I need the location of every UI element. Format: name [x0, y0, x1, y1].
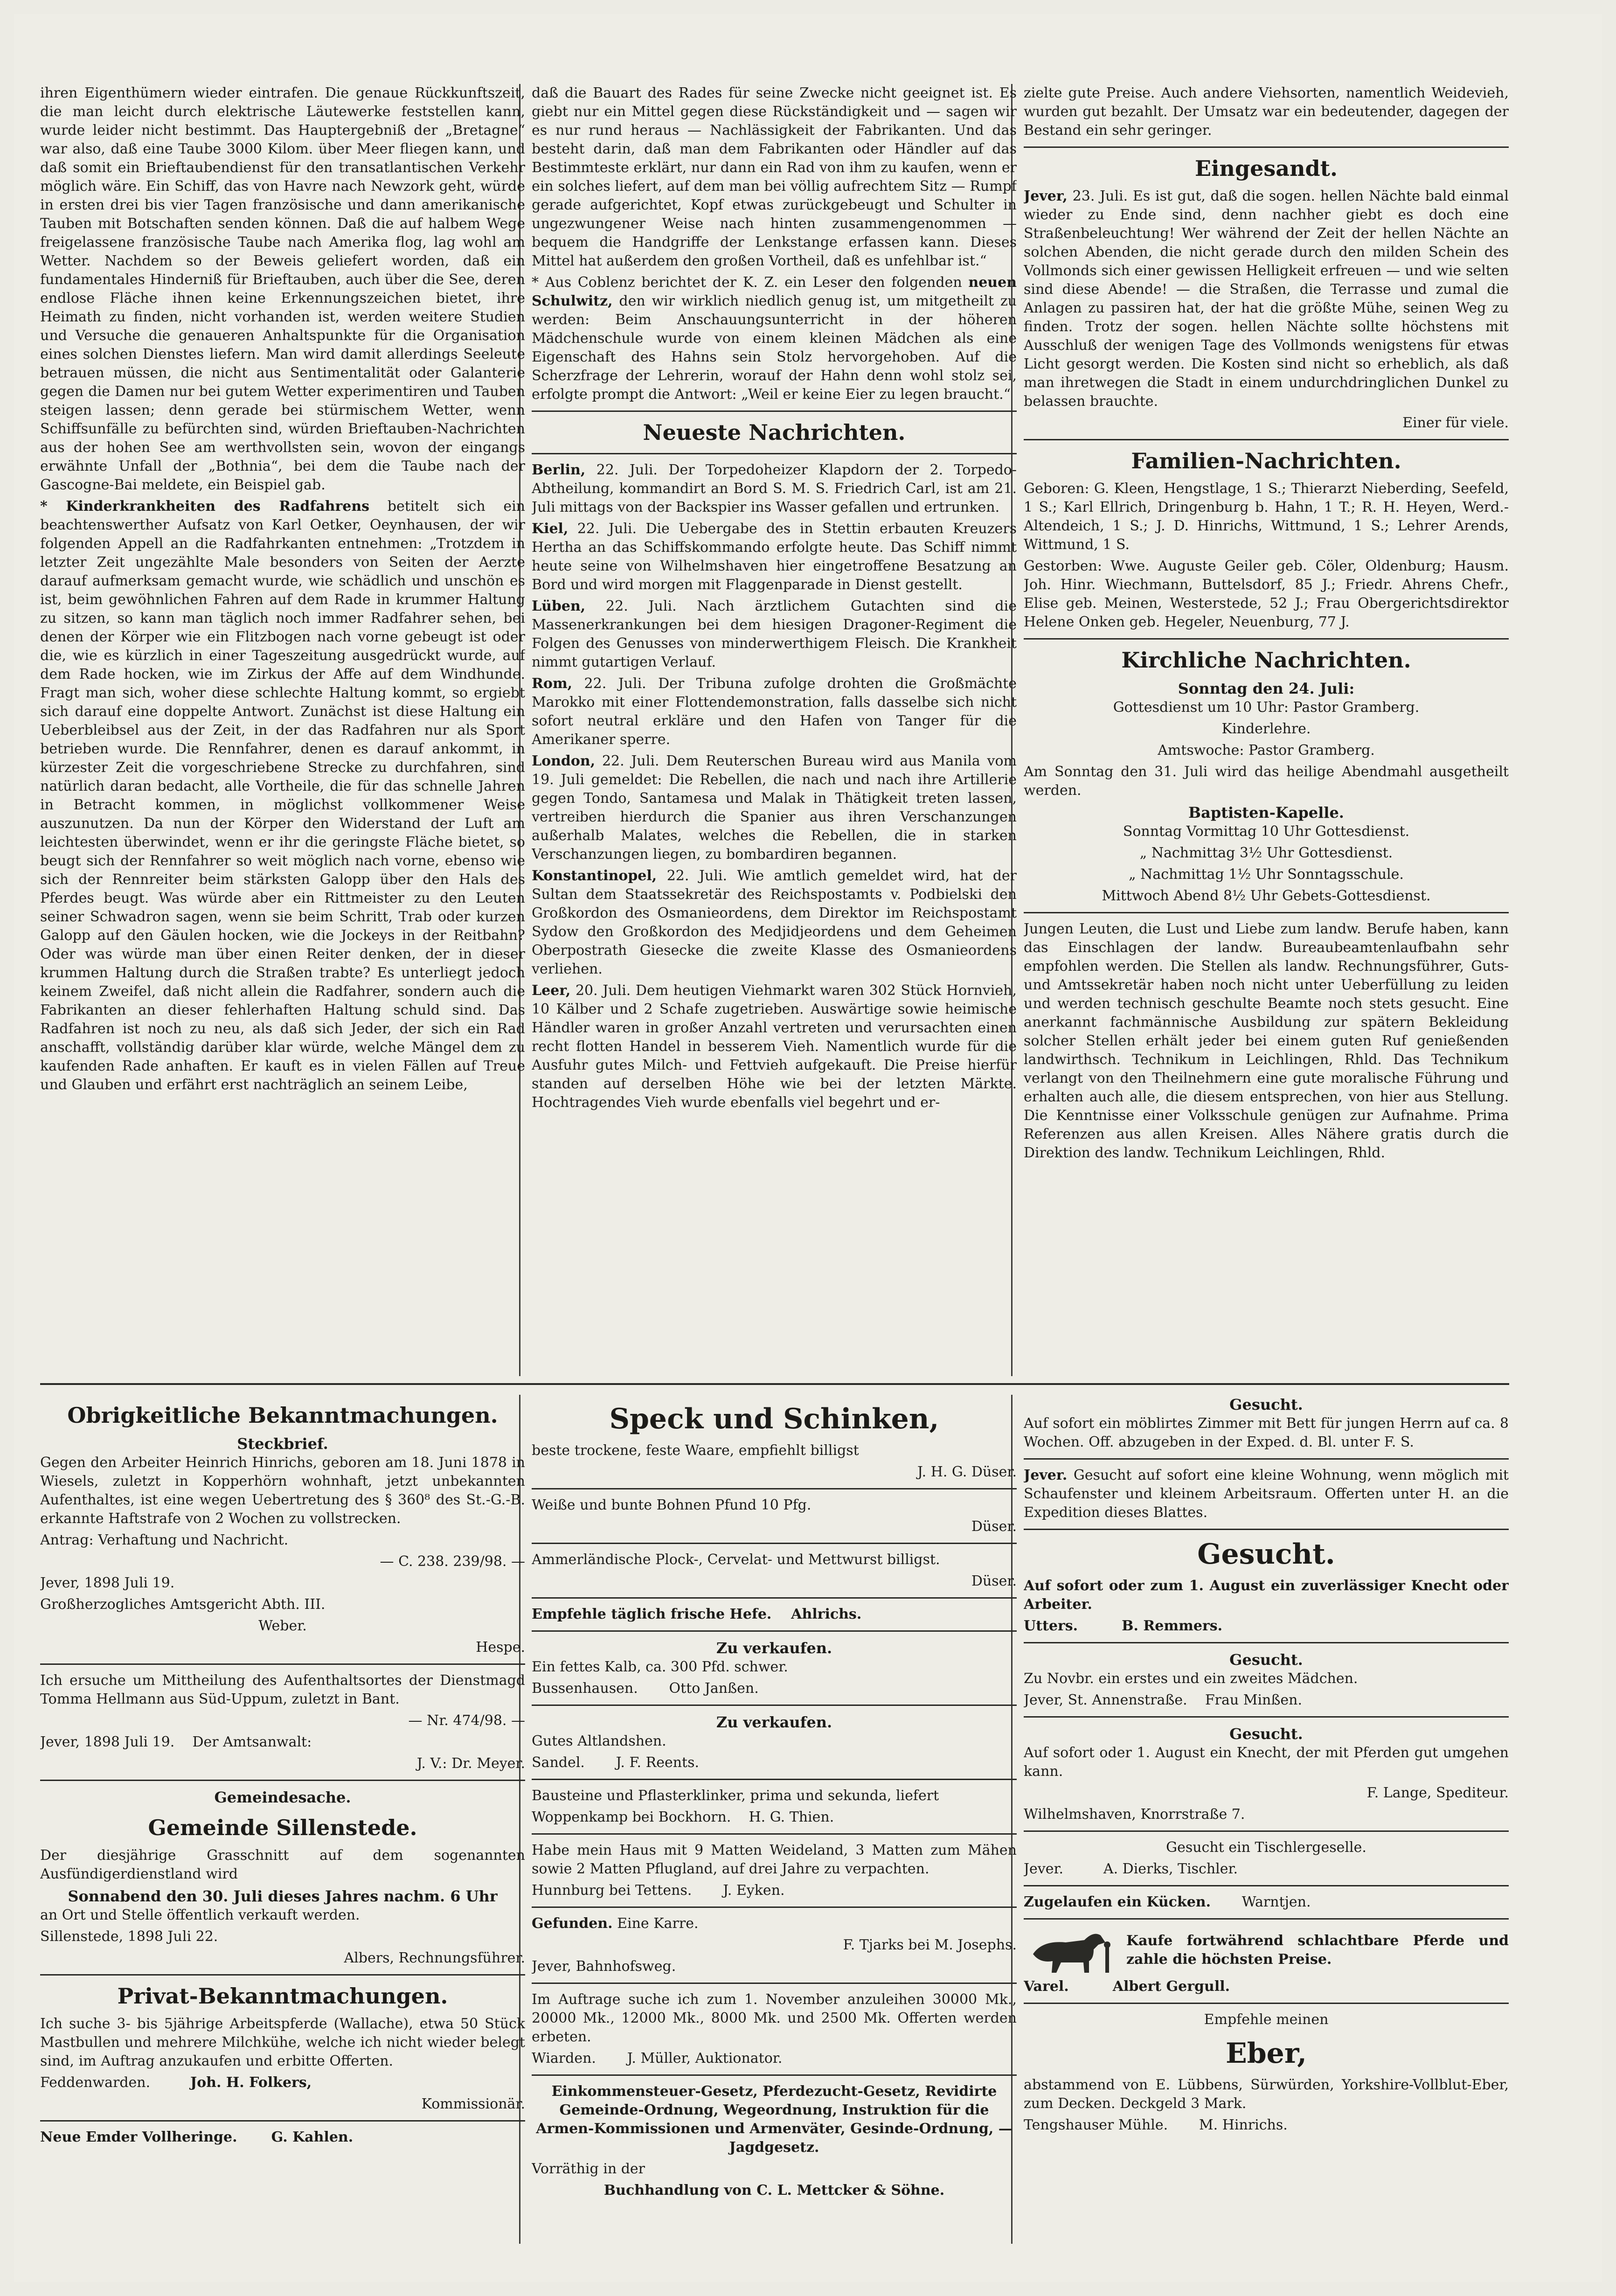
wanted4-name: Frau Minßen. — [1205, 1692, 1303, 1708]
news-item — [532, 461, 1017, 517]
news-text: 22. Juli. Nach ärztlichem Gutachten sind die Massenerkrankungen bei dem hiesigen Dragoner-Regiment die Folgen des Genusses von minderwerthigem Fleisch. Die Krankheit nimmt gutartigen Verlauf. — [532, 598, 1017, 670]
request-sign: Der Amtsanwalt: — [192, 1734, 312, 1750]
municipal-text-2: an Ort und Stelle öffentlich verkauft werden. — [40, 1907, 360, 1923]
news-text: 22. Juli. Wie amtlich gemeldet wird, hat der Sultan dem Staatssekretär des Reichspostamts v. Podbielski den Großkordon des Osmanieordens, dem Direktor im Reichspostamt Sydow den Großkordon des Medjidjeordens und dem Geheimen Oberpostrath Giesecke die zweite Klasse des Osmanieordens verliehen. — [532, 868, 1017, 977]
wanted5-sign: F. Lange, Spediteur. — [1366, 1785, 1509, 1801]
news-place: Lüben, — [532, 598, 586, 614]
municipal-date: Sonnabend den 30. Juli dieses Jahres nachm. 6 Uhr — [68, 1887, 498, 1905]
schoolwit-title: neuen Schulwitz, — [532, 274, 1017, 309]
divider — [532, 1705, 1017, 1706]
divider — [532, 453, 1017, 454]
news-item — [532, 752, 1017, 864]
divider — [1024, 1830, 1509, 1832]
found-place: Jever, Bahnhofsweg. — [532, 1958, 676, 1975]
church-communion: Am Sonntag den 31. Juli wird das heilige Abendmahl ausgetheilt werden. — [1024, 764, 1509, 799]
footer-ad-text: Neue Emder Vollheringe. — [40, 2129, 237, 2145]
news-place: Kiel, — [532, 521, 569, 537]
wanted6-text: Gesucht ein Tischlergeselle. — [1166, 1839, 1366, 1856]
news-item — [532, 867, 1017, 979]
footer-ad-sign: G. Kahlen. — [271, 2129, 354, 2145]
article-pigeons: ihren Eigenthümern wieder eintrafen. Die genaue Rückkunftszeit, die man leicht durch elektrische Läutewerke feststellen kann, wurde leider nicht bestimmt. Das Hauptergebniß der „Bretagne“ war also, daß eine Taube 3000 Kilom. über Meer fliegen kann, und daß somit ein Brieftaubendienst für den transatlantischen Verkehr möglich wäre. Ein Schiff, das von Havre nach Newzork geht, würde in ersten drei bis vier Tagen französische und dann amerikanische Tauben mit Botschaften senden können. Daß die auf halbem Wege freigelassene französische Taube nach Amerika flog, lag wohl am Wetter. Nachdem so der Beweis geliefert worden, daß ein fundamentales Hinderniß für Brieftauben, auch über die See, deren endlose Fläche ihnen keine Erkennungszeichen bietet, ihre Heimath zu finden, nicht vorhanden ist, werden weitere Studien und Versuche die genaueren Anhaltspunkte für die Organisation eines solchen Dienstes liefern. Man wird damit allerdings Seeleute betrauen müssen, die nicht aus Sentimentalität oder Galanterie gegen die Damen nur bei gutem Wetter experimentiren und Tauben steigen lassen; denn gerade bei stürmischem Wetter, wenn Schiffsunfälle zu befürchten sind, würden Brieftauben-Nachrichten aus der hohen See am werthvollsten sein, wovon der eingangs erwähnte Unfall der „Bothnia“, bei dem die Taube nach der Gascogne-Bai meldete, ein Beispiel gab. — [40, 85, 525, 493]
municipal-heading: Gemeindesache. — [214, 1788, 351, 1806]
news-item — [532, 520, 1017, 594]
column-2 — [532, 84, 1017, 1376]
divider — [532, 1597, 1017, 1599]
horse-ad-text: Kaufe fortwährend schlachtbare Pferde und zahle die höchsten Preise. — [1126, 1933, 1509, 1968]
eingesandt-body: 23. Juli. Es ist gut, daß die sogen. hellen Nächte bald einmal wieder zu Ende sind, denn nachher giebt es doch eine Straßenbeleuchtung! Wer während der Zeit der hellen Nächte an solchen Abenden, die nicht gerade durch den milden Schein des Vollmonds sich einer gewissen Helligkeit erfreuen — und wie selten sind diese Abende! — die Straßen, die Terrasse und zumal die Anlagen zu passiren hat, der hat die größte Mühe, seinen Weg zu finden. Trotz der sogen. hellen Nächte sollte höchstens mit Ausschluß der wenigen Tage des Vollmonds wenigstens für etwas Licht gesorgt werden. Die Kosten sind nicht so erheblich, als daß man ihretwegen die Stadt in einem undurchdringlichen Dunkel zu belassen brauchte. — [1024, 188, 1509, 410]
municipal-sign: Albers, Rechnungsführer. — [344, 1950, 525, 1966]
sausage-ad: Ammerländische Plock-, Cervelat- und Mettwurst billigst. — [532, 1552, 940, 1568]
wanted5-heading: Gesucht. — [1229, 1725, 1303, 1743]
bottom-column-2 — [532, 1395, 1017, 2244]
sale2-name: J. F. Reents. — [616, 1754, 700, 1771]
divider — [532, 410, 1017, 412]
request-number: — Nr. 474/98. — — [408, 1712, 525, 1729]
stray-ad — [1024, 1893, 1509, 1912]
sale4-sign — [532, 1881, 1017, 1900]
wanted5-place: Wilhelmshaven, Knorrstraße 7. — [1024, 1806, 1245, 1823]
municipal-place: Sillenstede, 1898 Juli 22. — [40, 1928, 218, 1945]
divider — [1024, 146, 1509, 148]
church-kids: Kinderlehre. — [1221, 721, 1311, 737]
wanted5-text: Auf sofort oder 1. August ein Knecht, der mit Pferden gut umgehen kann. — [1024, 1745, 1509, 1780]
sale1-heading: Zu verkaufen. — [716, 1639, 832, 1657]
wanted4-text: Zu Novbr. ein erstes und ein zweites Mädchen. — [1024, 1670, 1358, 1687]
request-date-text: Jever, 1898 Juli 19. — [40, 1734, 175, 1750]
baptist-line-2: „ Nachmittag 3½ Uhr Gottesdienst. — [1139, 845, 1393, 861]
steckbrief-antrag: Antrag: Verhaftung und Nachricht. — [40, 1532, 289, 1548]
news-place: Leer, — [532, 982, 571, 999]
divider — [1024, 1716, 1509, 1718]
municipal-title: Gemeinde Sillenstede. — [148, 1815, 417, 1840]
divider — [532, 1630, 1017, 1632]
sale4-place: Hunnburg bei Tettens. — [532, 1882, 692, 1899]
divider — [532, 2074, 1017, 2076]
baptist-line-1: Sonntag Vormittag 10 Uhr Gottesdienst. — [1123, 823, 1410, 840]
sausage-sign: Düser. — [971, 1573, 1017, 1589]
church-service: Gottesdienst um 10 Uhr: Pastor Gramberg. — [1113, 699, 1420, 716]
article-cycling-text: betitelt sich ein beachtenswerther Aufsatz von Karl Oetker, Oeynhausen, der wir folgenden Appell an die Radfahrkanten entnehmen: „Trotzdem in letzter Zeit ungezählte Male besonders von Seiten der Aerzte darauf aufmerksam gemacht wurde, wie schädlich und unschön es ist, beim gewöhnlichen Fahren auf dem Rade in krummer Haltung zu sitzen, so kann man täglich noch immer Radfahrer sehen, bei denen der Körper wie ein Flitzbogen nach vorne gebeugt ist oder die, wie es kürzlich in einer Tageszeitung ausgedrückt wurde, auf dem Rade hocken, wie im Zirkus der Affe auf dem Windhunde. Fragt man sich, woher diese schlechte Haltung kommt, so ergiebt sich darauf eine doppelte Antwort. Zunächst ist diese Haltung ein Ueberbleibsel aus der Zeit, in der das Radfahren nur als Sport betrieben wurde. Die Rennfahrer, denen es darauf ankommt, in kürzester Zeit die vorgeschriebene Strecke zu durchfahren, sind natürlich daran bedacht, alle Vortheile, die für das schnelle Jahren in Betracht kommen, in möglichst vollkommener Weise auszunutzen. Da nun der Körper den Widerstand der Luft am leichtesten überwindet, wenn er ihr die geringste Fläche bietet, so beugt sich der Rennfahrer so weit möglich nach vorne, ebenso wie sich der Rennreiter beim stärksten Galopp über den Hals des Pferdes beugt. Was würde aber ein Rittmeister zu den Leuten seiner Schwadron sagen, wenn sie beim Schritt, Trab oder kurzen Galopp auf den Gäulen hocken, wie die Jockeys in der Reitbahn? Oder was würde man über einen Reiter denken, der in dieser krummen Haltung durch die Straßen trabte? Es unterliegt jedoch keinem Zweifel, daß nicht allein die Radfahrer, sondern auch die Fabrikanten an dieser fehlerhaften Haltung schuld sind. Das Radfahren ist noch zu neu, als daß sich Jeder, der sich ein Rad anschafft, vollständig darüber klar würde, welche Mängel dem zu kaufenden Rade anhaften. Er kauft es in vielen Fällen auf Treue und Glauben und erfährt erst nachträglich an seinem Leibe, — [40, 498, 525, 1093]
news-text: 22. Juli. Dem Reuterschen Bureau wird aus Manila vom 19. Juli gemeldet: Die Rebellen, die nach und nach ihre Artillerie gegen Tondo, Santamesa und Malak in Thätigkeit treten lassen, vertreiben hierdurch die Spanier aus ihren Verschanzungen außerhalb Malates, welches die Rebellen, die in starken Verschanzungen liegen, zu bombardiren begannen. — [532, 753, 1017, 863]
sale3-name: H. G. Thien. — [749, 1809, 834, 1825]
steckbrief-court: Großherzogliches Amtsgericht Abth. III. — [40, 1596, 326, 1613]
horse-sign — [1024, 1977, 1509, 1996]
yeast-ad — [532, 1605, 1017, 1624]
yeast-text: Empfehle täglich frische Hefe. — [532, 1606, 772, 1622]
sale2-place: Sandel. — [532, 1754, 585, 1771]
bottom-column-3 — [1024, 1395, 1509, 2244]
divider — [40, 1663, 525, 1665]
municipal-text-1: Der diesjährige Grasschnitt auf dem sogenannten Ausfündigerdienstland wird — [40, 1847, 525, 1882]
divider — [1024, 638, 1509, 640]
divider — [1024, 1642, 1509, 1643]
divider — [1024, 1458, 1509, 1460]
steckbrief-date: Jever, 1898 Juli 19. — [40, 1575, 175, 1591]
sale2-text: Gutes Altlandshen. — [532, 1733, 666, 1749]
divider — [40, 2120, 525, 2122]
divider — [1024, 1885, 1509, 1886]
books-list: Einkommensteuer-Gesetz, Pferdezucht-Gesetz, Revidirte Gemeinde-Ordnung, Wegeordnung, Instruktion für die Armen-Kommissionen und Armenväter, Gesinde-Ordnung, — Jagdgesetz. — [536, 2083, 1013, 2156]
bottom-column-1 — [40, 1395, 525, 2244]
wanted3-heading: Gesucht. — [1197, 1538, 1335, 1571]
news-item — [532, 981, 1017, 1112]
wanted3-sign — [1024, 1617, 1509, 1635]
divider — [532, 1543, 1017, 1544]
private-text: Ich suche 3- bis 5jährige Arbeitspferde (Wallache), etwa 50 Stück Mastbullen und mehrere Milchkühe, welche ich nicht wieder belegt sind, im Auftrag anzukaufen und erbitte Offerten. — [40, 2016, 525, 2069]
church-sunday: Sonntag den 24. Juli: — [1178, 680, 1355, 697]
divider — [1024, 439, 1509, 440]
request-name: J. V.: Dr. Meyer. — [416, 1755, 525, 1772]
loan-place: Wiarden. — [532, 2050, 596, 2066]
wanted6-place: Jever. — [1024, 1861, 1064, 1877]
wanted4-heading: Gesucht. — [1229, 1651, 1303, 1669]
divider — [532, 1983, 1017, 1984]
schoolwit-intro: * Aus Coblenz berichtet der K. Z. ein Leser den folgenden — [532, 274, 962, 291]
speck-title: Speck und Schinken, — [609, 1403, 939, 1435]
divider — [532, 1779, 1017, 1780]
wanted4-sign — [1024, 1691, 1509, 1710]
leer-cont: zielte gute Preise. Auch andere Viehsorten, namentlich Weidevieh, wurden gut bezahlt. Der Umsatz war ein bedeutender, dagegen der Bestand ein sehr geringer. — [1024, 85, 1509, 139]
yeast-sign: Ahlrichs. — [791, 1606, 862, 1622]
divider — [40, 1974, 525, 1976]
baptist-heading: Baptisten-Kapelle. — [1188, 804, 1344, 821]
news-item — [532, 675, 1017, 749]
sale2-heading: Zu verkaufen. — [716, 1713, 832, 1731]
news-heading: Neueste Nachrichten. — [643, 420, 906, 445]
private-heading: Privat-Bekanntmachungen. — [117, 1983, 448, 2009]
speck-sign: J. H. G. Düser. — [917, 1464, 1017, 1480]
private-role: Kommissionär. — [421, 2096, 525, 2112]
news-text: 22. Juli. Der Tribuna zufolge drohten die Großmächte Marokko mit einer Flottendemonstration, falls dasselbe sich nicht sofort neutral erkläre und den Hafen von Tanger für die Amerikaner sperre. — [532, 675, 1017, 748]
steckbrief-number: — C. 238. 239/98. — — [380, 1553, 525, 1570]
divider — [40, 1780, 525, 1781]
deaths: Gestorben: Wwe. Auguste Geiler geb. Cöler, Oldenburg; Hausm. Joh. Hinr. Wiechmann, Buttelsdorf, 85 J.; Friedr. Ahrens Chefr., Elise geb. Meinen, Westerstede, 52 J.; Frau Obergerichtsdirektor Helene Onken geb. Hegeler, Neuenburg, 77 J. — [1024, 558, 1509, 630]
newspaper-page — [14, 14, 1602, 2282]
horse-place: Varel. — [1024, 1978, 1069, 1995]
family-heading: Familien-Nachrichten. — [1131, 448, 1401, 473]
sale1-place: Bussenhausen. — [532, 1680, 638, 1697]
eingesandt-sign: Einer für viele. — [1402, 415, 1509, 431]
wanted3-place: Utters. — [1024, 1618, 1078, 1634]
baptist-line-4: Mittwoch Abend 8½ Uhr Gebets-Gottesdienst. — [1102, 888, 1431, 904]
article-schoolwit — [532, 273, 1017, 404]
news-text: 22. Juli. Die Uebergabe des in Stettin erbauten Kreuzers Hertha an das Schiffskommando erfolgte heute. Das Schiff nimmt heute seine von Wilhelmshaven hier eingetroffene Besatzung an Bord und wird morgen mit Flaggenparade in Dienst gestellt. — [532, 521, 1017, 593]
steckbrief-name: Weber. — [258, 1618, 307, 1634]
sale1-text: Ein fettes Kalb, ca. 300 Pfd. schwer. — [532, 1659, 788, 1675]
church-week: Amtswoche: Pastor Gramberg. — [1158, 742, 1375, 758]
boar-name: M. Hinrichs. — [1199, 2117, 1288, 2133]
boar-title: Eber, — [1226, 2037, 1307, 2070]
church-heading: Kirchliche Nachrichten. — [1121, 647, 1411, 673]
boar-place: Tengshauser Mühle. — [1024, 2117, 1168, 2133]
divider — [532, 1833, 1017, 1835]
sale2-sign — [532, 1753, 1017, 1772]
steckbrief-text: Gegen den Arbeiter Heinrich Hinrichs, geboren am 18. Juni 1878 in Wiesels, zuletzt in Kopperhörn wohnhaft, jetzt unbekannten Aufenthaltes, ist eine wegen Uebertretung des § 360⁸ des St.-G.-B. erkannte Haftstrafe von 2 Wochen zu vollstrecken. — [40, 1454, 525, 1527]
births: Geboren: G. Kleen, Hengstlage, 1 S.; Thierarzt Nieberding, Seefeld, 1 S.; Karl Ellrich, Dringenburg b. Hahn, 1 T.; R. H. Heyen, Werd.-Altendeich, 1 S.; J. D. Hinrichs, Wittmund, 1 S.; Lehrer Arends, Wittmund, 1 S. — [1024, 480, 1509, 553]
article-cycling-cont: daß die Bauart des Rades für seine Zwecke nicht geeignet ist. Es giebt nur ein Mittel gegen diese Rückständigkeit und — sagen wir es nur rund heraus — Nachlässigkeit der Fabrikanten. Und das besteht darin, daß man dem Fabrikanten oder Händler auf das Bestimmteste erklärt, nur dann ein Rad von ihm zu kaufen, wenn er ein solches liefert, auf dem man bei völlig aufrechtem Sitz — Rumpf gerade aufgerichtet, Kopf etwas zurückgebeugt und Schulter in ungezwungener Weise nach hinten zusammengenommen — bequem die Handgriffe der Lenkstange erfassen kann. Dieses Mittel hat außerdem den großen Vortheil, daß es unfehlbar ist.“ — [532, 85, 1017, 269]
loan-name: J. Müller, Auktionator. — [627, 2050, 783, 2066]
divider — [1024, 2003, 1509, 2004]
eingesandt-heading: Eingesandt. — [1195, 156, 1338, 181]
divider — [1024, 1918, 1509, 1920]
wanted1-heading: Gesucht. — [1229, 1396, 1303, 1413]
wanted2-text — [1024, 1466, 1509, 1522]
sale1-sign — [532, 1679, 1017, 1698]
request-text: Ich ersuche um Mittheilung des Aufenthaltsortes der Dienstmagd Tomma Hellmann aus Süd-Uppum, zuletzt in Bant. — [40, 1672, 525, 1707]
news-item — [532, 597, 1017, 672]
steckbrief-title: Steckbrief. — [237, 1435, 328, 1453]
wanted3-name: B. Remmers. — [1122, 1618, 1223, 1634]
wanted2-body: Gesucht auf sofort eine kleine Wohnung, wenn möglich mit Schaufenster und kleinem Arbeitsraum. Offerten unter H. an die Expedition dieses Blattes. — [1024, 1467, 1509, 1521]
sale3-text: Bausteine und Pflasterklinker, prima und sekunda, liefert — [532, 1788, 939, 1804]
beans-ad: Weiße und bunte Bohnen Pfund 10 Pfg. — [532, 1497, 811, 1513]
eingesandt-text — [1024, 187, 1509, 411]
private-sign — [40, 2073, 525, 2092]
beans-sign: Düser. — [971, 1518, 1017, 1535]
footer-ad — [40, 2128, 525, 2147]
schoolwit-text: den wir wirklich niedlich genug ist, um mitgetheilt zu werden: Beim Anschauungsunterricht in der höheren Mädchenschule wurde von einem kleinen Mädchen als eine Eigenschaft des Hahns sein Stolz hervorgehoben. Auf die Scherzfrage der Lehrerin, worauf der Hahn denn wohl stolz sei, erfolgte prompt die Antwort: „Weil er keine Eier zu legen braucht.“ — [532, 293, 1017, 403]
found-ad — [532, 1914, 1017, 1933]
wanted2-place: Jever. — [1024, 1467, 1068, 1483]
boar-sign — [1024, 2116, 1509, 2135]
sale3-sign — [532, 1808, 1017, 1827]
horse-ad — [1024, 1926, 1509, 1977]
speck-text: beste trockene, feste Waare, empfiehlt billigst — [532, 1442, 859, 1459]
hespe: Hespe. — [476, 1639, 525, 1656]
boar-text: abstammend von E. Lübbens, Sürwürden, Yorkshire-Vollblut-Eber, zum Decken. Deckgeld 3 Mark. — [1024, 2077, 1509, 2112]
found-sign: F. Tjarks bei M. Josephs. — [843, 1937, 1017, 1953]
books-seller: Buchhandlung von C. L. Mettcker & Söhne. — [603, 2182, 945, 2199]
horse-name: Albert Gergull. — [1112, 1978, 1230, 1995]
stray-text: Zugelaufen ein Kücken. — [1024, 1894, 1211, 1910]
divider — [532, 1488, 1017, 1489]
wanted6-sign — [1024, 1860, 1509, 1879]
books-available: Vorräthig in der — [532, 2161, 645, 2177]
loan-sign — [532, 2049, 1017, 2068]
news-place: Berlin, — [532, 462, 586, 478]
sale1-name: Otto Janßen. — [669, 1680, 759, 1697]
news-place: London, — [532, 753, 596, 769]
wanted6-name: A. Dierks, Tischler. — [1103, 1861, 1238, 1877]
column-1 — [40, 84, 525, 1376]
official-heading: Obrigkeitliche Bekanntmachungen. — [67, 1403, 498, 1428]
found-text: Eine Karre. — [617, 1915, 699, 1932]
private-name: Joh. H. Folkers, — [190, 2074, 312, 2091]
divider — [1024, 912, 1509, 913]
news-place: Rom, — [532, 675, 573, 692]
request-date — [40, 1733, 525, 1752]
horse-icon — [1024, 1926, 1117, 1977]
loan-text: Im Auftrage suche ich zum 1. November anzuleihen 30000 Mk., 20000 Mk., 12000 Mk., 8000 Mk. und 2500 Mk. Offerten werden erbeten. — [532, 1991, 1017, 2045]
technikum-ad: Jungen Leuten, die Lust und Liebe zum landw. Berufe haben, kann das Einschlagen der landw. Bureaubeamtenlaufbahn sehr empfohlen werden. Die Stellen als landw. Rechnungsführer, Guts- und Amtssekretär haben noch nicht unter Ueberfüllung zu leiden und werden technisch geschulte Beamte noch stets gesucht. Eine anerkannt fachmännische Ausbildung zur spätern Bekleidung solcher Stellen erhält jeder bei einem guten Ruf genießenden landwirthsch. Technikum in Leichlingen, Rhld. Das Technikum verlangt von den Theilnehmern eine gute moralische Führung und erhalten auch alle, die diesem entsprechen, von hier aus Stellung. Die Kenntnisse einer Volksschule genügen zur Aufnahme. Prima Referenzen aus allen Kreisen. Alles Nähere gratis durch die Direktion des landw. Technikum Leichlingen, Rhld. — [1024, 921, 1509, 1161]
divider — [1024, 1529, 1509, 1530]
baptist-line-3: „ Nachmittag 1½ Uhr Sonntagsschule. — [1129, 866, 1404, 883]
sale4-text: Habe mein Haus mit 9 Matten Weideland, 3 Matten zum Mähen sowie 2 Matten Pflugland, auf drei Jahre zu verpachten. — [532, 1842, 1017, 1877]
wanted1-text: Auf sofort ein möblirtes Zimmer mit Bett für jungen Herrn auf ca. 8 Wochen. Off. abzugeben in der Exped. d. Bl. unter F. S. — [1024, 1415, 1509, 1450]
divider — [532, 1906, 1017, 1908]
news-text: 22. Juli. Der Torpedoheizer Klapdorn der 2. Torpedo-Abtheilung, kommandirt an Bord S. M. S. Friedrich Carl, ist am 21. Juli mittags von der Backspier ins Wasser gefallen und ertrunken. — [532, 462, 1017, 515]
news-place: Konstantinopel, — [532, 868, 657, 884]
section-rule — [40, 1383, 1509, 1385]
sale4-name: J. Eyken. — [723, 1882, 785, 1899]
news-list — [532, 461, 1017, 1112]
stray-sign: Warntjen. — [1241, 1894, 1311, 1910]
column-3 — [1024, 84, 1509, 1376]
found-heading: Gefunden. — [532, 1915, 613, 1932]
news-text: 20. Juli. Dem heutigen Viehmarkt waren 302 Stück Hornvieh, 10 Kälber und 2 Schafe zugetrieben. Auswärtige sowie heimische Händler waren in großer Anzahl vertreten und verursachten einen recht flotten Handel in besserem Vieh. Namentlich wurde für die Ausfuhr gutes Milch- und Fettvieh aufgekauft. Die Preise hierfür standen auf derselben Höhe wie bei der letzten Märkte. Hochtragendes Vieh wurde ebenfalls viel begehrt und er- — [532, 982, 1017, 1111]
wanted4-place: Jever, St. Annenstraße. — [1024, 1692, 1187, 1708]
boar-pre: Empfehle meinen — [1204, 2011, 1329, 2028]
sale3-place: Woppenkamp bei Bockhorn. — [532, 1809, 731, 1825]
private-place: Feddenwarden. — [40, 2074, 151, 2091]
eingesandt-place: Jever, — [1024, 188, 1068, 204]
article-cycling — [40, 497, 525, 1094]
wanted3-text: Auf sofort oder zum 1. August ein zuverlässiger Knecht oder Arbeiter. — [1024, 1578, 1509, 1613]
article-cycling-title: * Kinderkrankheiten des Radfahrens — [40, 498, 370, 515]
